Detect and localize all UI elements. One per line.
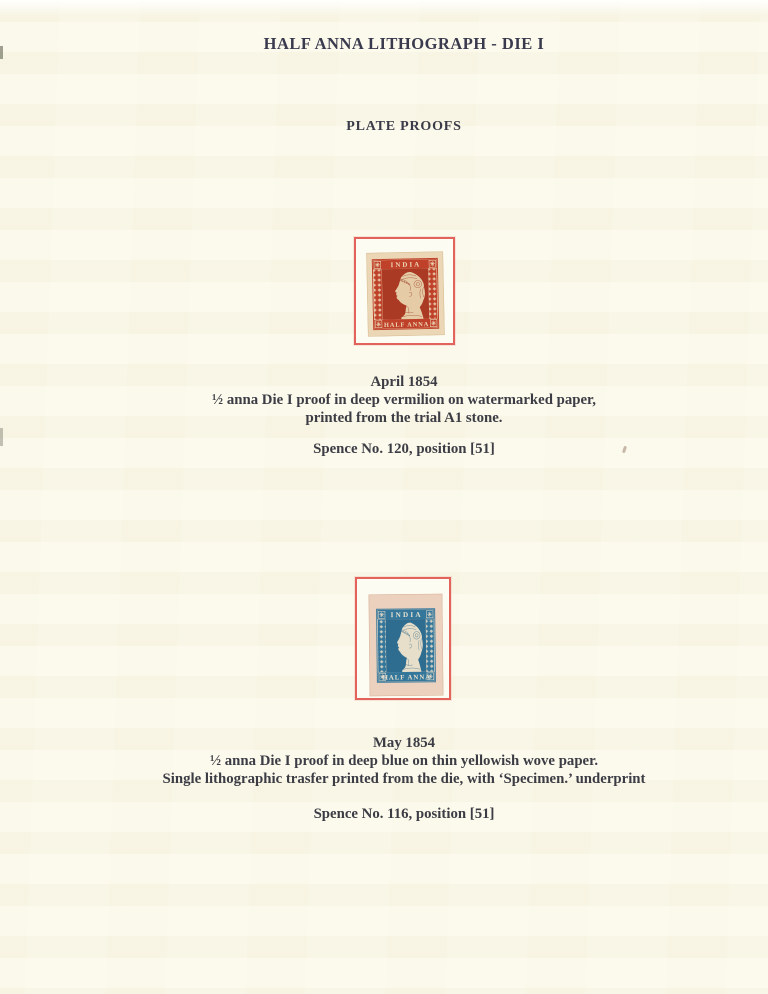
stamp-caption-vermilion	[20, 373, 768, 458]
stamp-blue	[368, 594, 443, 697]
stamp-mount-outline-blue	[355, 577, 451, 700]
scan-artifact-edge-nick	[0, 46, 3, 59]
left-lace-column	[373, 269, 383, 320]
caption-line: printed from the trial A1 stone.	[305, 410, 503, 426]
stamp-design-vermilion	[372, 258, 438, 329]
page-content	[20, 0, 768, 994]
stamp-value-label: HALF ANNA	[383, 321, 430, 330]
scan-artifact-edge-nick	[0, 428, 3, 446]
section-heading: PLATE PROOFS	[346, 119, 462, 134]
stamp-country-label: INDIA	[390, 260, 422, 270]
caption-date: May 1854	[372, 735, 436, 751]
stamp-caption-blue	[20, 734, 768, 823]
caption-reference: Spence No. 116, position [51]	[313, 806, 495, 822]
right-lace-column	[426, 619, 435, 672]
stamp-vermilion	[366, 251, 445, 337]
left-lace-column	[378, 619, 387, 672]
caption-line: ½ anna Die I proof in deep blue on thin yellowish wove paper.	[209, 753, 599, 769]
stamp-value-label: HALF ANNA	[382, 674, 432, 682]
stamp-design-blue	[377, 609, 436, 683]
caption-line: Single lithographic trasfer printed from the die, with ‘Specimen.’ underprint	[162, 771, 646, 787]
caption-line: ½ anna Die I proof in deep vermilion on watermarked paper,	[212, 392, 596, 408]
caption-date: April 1854	[370, 374, 438, 390]
caption-reference: Spence No. 120, position [51]	[313, 441, 495, 457]
right-lace-column	[428, 268, 438, 319]
stamp-country-label: INDIA	[390, 610, 423, 620]
page-title: HALF ANNA LITHOGRAPH - DIE I	[263, 34, 545, 53]
stamp-mount-outline-vermilion	[354, 237, 455, 345]
